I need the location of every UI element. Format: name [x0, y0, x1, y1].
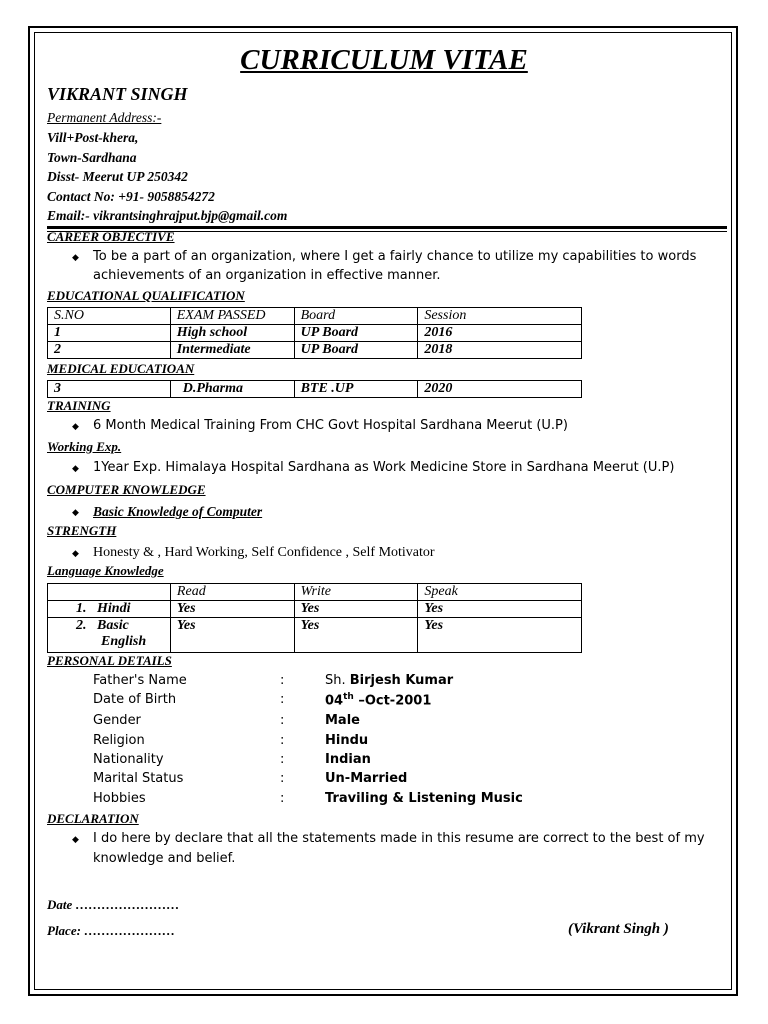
bullet-icon: ◆ [72, 253, 79, 263]
personal-details-heading: PERSONAL DETAILS [47, 653, 172, 668]
medical-education-table [47, 380, 582, 398]
computer-knowledge-item: Basic Knowledge of Computer [93, 504, 263, 519]
table-cell [48, 618, 171, 653]
table-cell: D.Pharma [170, 381, 294, 398]
table-cell: 1 [48, 325, 171, 342]
strength-heading: STRENGTH [47, 523, 117, 538]
language-heading: Language Knowledge [47, 563, 164, 578]
detail-sup: th [343, 692, 354, 702]
table-cell: Yes [170, 601, 294, 618]
table-header-cell: Read [170, 584, 294, 601]
table-header-cell: Write [294, 584, 418, 601]
detail-colon: : [280, 733, 285, 748]
table-row [48, 381, 582, 398]
declaration-line-2: knowledge and belief. [93, 851, 236, 866]
detail-label: Father's Name [93, 673, 187, 688]
list-number: 1. [76, 601, 87, 616]
bullet-icon: ◆ [72, 835, 79, 845]
detail-colon: : [280, 713, 285, 728]
computer-knowledge-heading: COMPUTER KNOWLEDGE [47, 482, 206, 497]
email-address: Email:- vikrantsinghrajput.bjp@gmail.com [47, 208, 288, 223]
detail-value: Un-Married [325, 771, 408, 786]
detail-colon: : [280, 692, 285, 707]
table-cell: 2018 [418, 342, 582, 359]
address-line-2: Town-Sardhana [47, 150, 137, 165]
address-label: Permanent Address:- [47, 110, 162, 125]
table-row [48, 618, 582, 653]
detail-colon: : [280, 752, 285, 767]
table-header-cell: Speak [418, 584, 582, 601]
language-name: Hindi [97, 601, 131, 616]
declaration-heading: DECLARATION [47, 811, 139, 826]
work-experience-item: 1Year Exp. Himalaya Hospital Sardhana as Work Medicine Store in Sardhana Meerut (U.P) [93, 460, 675, 475]
training-heading: TRAINING [47, 398, 111, 413]
table-cell [48, 601, 171, 618]
table-cell: Yes [170, 618, 294, 653]
table-cell: Yes [418, 618, 582, 653]
education-table [47, 307, 582, 359]
table-row [48, 342, 582, 359]
language-name: Basic [97, 618, 129, 633]
table-cell: Yes [294, 601, 418, 618]
bullet-icon: ◆ [72, 508, 79, 518]
bullet-icon: ◆ [72, 422, 79, 432]
bullet-icon: ◆ [72, 549, 79, 559]
table-cell: 2020 [418, 381, 582, 398]
table-cell: BTE .UP [294, 381, 418, 398]
language-name-cont: English [101, 634, 147, 649]
contact-number: Contact No: +91- 9058854272 [47, 189, 215, 204]
declaration-line-1: I do here by declare that all the statements made in this resume are correct to the best of my [93, 831, 705, 846]
detail-value-text: Birjesh Kumar [349, 673, 454, 688]
table-cell: 3 [48, 381, 171, 398]
table-header-cell: Session [418, 308, 582, 325]
table-row [48, 601, 582, 618]
medical-education-heading: MEDICAL EDUCATIOAN [47, 361, 195, 376]
detail-colon: : [280, 791, 285, 806]
list-number: 2. [76, 618, 87, 633]
training-item: 6 Month Medical Training From CHC Govt Hospital Sardhana Meerut (U.P) [93, 418, 568, 433]
detail-value: Indian [325, 752, 371, 767]
table-header-row [48, 308, 582, 325]
detail-label: Nationality [93, 752, 164, 767]
detail-label: Hobbies [93, 791, 146, 806]
detail-value [325, 692, 431, 708]
table-header-cell: Board [294, 308, 418, 325]
detail-prefix: Sh. [325, 673, 350, 688]
candidate-name: VIKRANT SINGH [47, 84, 188, 104]
detail-value-text: 04 [325, 693, 344, 709]
table-cell: UP Board [294, 325, 418, 342]
work-experience-heading: Working Exp. [47, 439, 122, 454]
date-line: Date …………………… [47, 897, 180, 912]
table-header-cell: EXAM PASSED [170, 308, 294, 325]
detail-value: Male [325, 713, 360, 728]
document-title: CURRICULUM VITAE [240, 44, 528, 76]
language-table [47, 583, 582, 653]
table-row [48, 325, 582, 342]
bullet-icon: ◆ [72, 464, 79, 474]
table-cell: Intermediate [170, 342, 294, 359]
table-cell: Yes [418, 601, 582, 618]
table-header-row [48, 584, 582, 601]
detail-value-rest: –Oct-2001 [353, 693, 432, 709]
detail-value: Traviling & Listening Music [325, 791, 523, 806]
table-cell: 2016 [418, 325, 582, 342]
address-line-1: Vill+Post-khera, [47, 130, 139, 145]
detail-value [325, 673, 453, 688]
detail-label: Date of Birth [93, 692, 177, 707]
address-line-3: Disst- Meerut UP 250342 [47, 169, 188, 184]
place-line: Place: ………………… [47, 923, 176, 938]
education-heading: EDUCATIONAL QUALIFICATION [47, 288, 245, 303]
detail-colon: : [280, 771, 285, 786]
strength-item: Honesty & , Hard Working, Self Confidence , Self Motivator [93, 545, 435, 560]
career-objective-line-1: To be a part of an organization, where I get a fairly chance to utilize my capabilities to words [93, 249, 697, 264]
table-cell: High school [170, 325, 294, 342]
detail-label: Marital Status [93, 771, 184, 786]
table-cell: UP Board [294, 342, 418, 359]
detail-label: Gender [93, 713, 141, 728]
detail-colon: : [280, 673, 285, 688]
table-cell: Yes [294, 618, 418, 653]
table-header-cell [48, 584, 171, 601]
table-header-cell: S.NO [48, 308, 171, 325]
detail-label: Religion [93, 733, 145, 748]
signature: (Vikrant Singh ) [568, 921, 669, 937]
career-objective-heading: CAREER OBJECTIVE [47, 229, 175, 244]
detail-value: Hindu [325, 733, 369, 748]
career-objective-line-2: achievements of an organization in effective manner. [93, 268, 441, 283]
table-cell: 2 [48, 342, 171, 359]
